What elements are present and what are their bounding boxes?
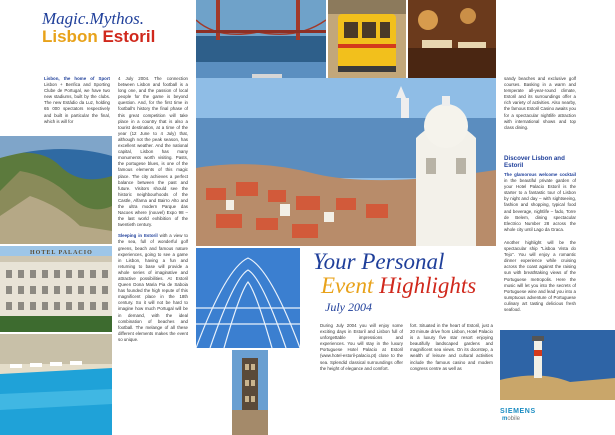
logo-mobile-rest: obile bbox=[507, 416, 521, 422]
col2-lead: Sleeping in Estoril bbox=[118, 233, 158, 239]
column-3-text-bottom bbox=[504, 240, 576, 320]
col5-body: fort. Situated in the heart of Estoril, just a 20 minute drive from Lisbon, Hotel Palacio is a luxury five star resort enjoying beautifully landscaped gardens and magnificent sea views. On its doorstep, a wealth of leisure and cultural activities include the famous casino and modern congress centre as well as bbox=[410, 323, 493, 371]
col2-body-2: with a view to the sea, full of wonderful golf greens, beach and famous nature experiences, going to see a game in Lisbon, having a fun and returning to base will provide a whole series of imaginative and attractive possibilities. At Estoril Queen Dona Maria Pia de Saboia has founded the high repute of this magnificent place in the 18th century. So it will not be hard to imagine how much Portugal will be in demand, with the ideal combination of beaches and football. The melange of all these different elements makes the event so unique. bbox=[118, 233, 188, 342]
column-2-text bbox=[118, 76, 188, 374]
headline-event: Event bbox=[321, 273, 374, 298]
siemens-mobile-logo bbox=[500, 408, 536, 423]
col1-body: Lisbon + Benfica and Sporting Clube de Portugal, we have two new stadiums, built by the clubs. The new Estádio da Luz, holding 65 000 spectators respectively and built in particular the final, which is will for bbox=[44, 82, 110, 124]
brochure-title bbox=[42, 10, 192, 46]
column-5-text bbox=[410, 323, 493, 435]
col3-para-3: Another highlight will be the spectacular ship "Lisboa Vista do Tejo". You will enjoy a romantic dinner experience while cruising across the coast against the raising sun with breathtaking views of the Portuguese metropolis. Here the music will let you into the secrets of Portuguese wine and lead you into a sumptuous adventure of Portuguese culinary art tasting delicious fresh seafood. bbox=[504, 240, 576, 313]
title-estoril: Estoril bbox=[102, 27, 156, 46]
logo-mobile bbox=[500, 416, 536, 423]
col2-para-1: 4 July 2004. The connection between Lisbon and football is a long one, and the passion of local people for the game is beyond question. And, for the first time in football's history the final phase of this great competition will take place in a country that is also a tourist destination, at a time of the year (12 June to 4 July) that, although not the peak season, has excellent weather. And the national capital, Lisbon has many monuments worth visiting. Pasts, the portugese blues, is one of the famous elements of this magic place. The city achieves a perfect balance between the past and future. Visitors should see the historic neighbourhoods of the Castle, Alfama and Bairro Alto and the ultra modern Parque das Nacoes where (nouvel) Expo 98 – the last world exhibition of the twentieth century. bbox=[118, 76, 188, 228]
headline-date: July 2004 bbox=[325, 300, 372, 314]
lisbon-cityscape-photo bbox=[196, 78, 496, 246]
modern-station-photo bbox=[196, 248, 300, 348]
lighthouse-coast-photo bbox=[500, 330, 615, 400]
col3-para-1: sandy beaches and exclusive golf courses. Basking in a warm and temperate all-year-round climate, Estoril and its surroundings offer a rich variety of activities. Also nearby, the famous Estoril Casino awaits you for a spectacular nightlife attraction with international shows and top class dining. bbox=[504, 76, 576, 130]
event-headline bbox=[313, 250, 503, 314]
logo-mobile-m: m bbox=[502, 416, 508, 422]
column-3-text-mid bbox=[504, 172, 576, 234]
title-line-magic-mythos: Magic.Mythos. bbox=[42, 9, 144, 28]
title-lisbon: Lisbon bbox=[42, 27, 98, 46]
column-3-text-top bbox=[504, 76, 576, 150]
col1-lead: Lisbon, the home of Sport bbox=[44, 76, 110, 81]
bridge-photo bbox=[196, 0, 326, 62]
coast-aerial-photo bbox=[0, 136, 112, 244]
hotel-palacio-photo bbox=[0, 246, 112, 332]
column-4-text bbox=[320, 323, 403, 435]
col3-lead: The glamorous welcome cocktail bbox=[504, 172, 576, 177]
column-1-text bbox=[44, 76, 110, 126]
discover-subheading: Discover Lisbon and Estoril bbox=[504, 155, 565, 169]
hotel-pool-photo bbox=[0, 334, 112, 435]
col4-body: During July 2004 you will enjoy some exciting days in Estoril and Lisbon full of unforgettable impressions and experiences. You will stay in the luxury Portuguese Hotel Palacio at Estoril (www.hotel-estoril-palacio.pt) close to the sea. Splendid classical surroundings offer the height of elegance and comfort. bbox=[320, 323, 403, 371]
yellow-tram-photo bbox=[328, 0, 406, 78]
headline-highlights: Highlights bbox=[379, 273, 477, 298]
title-line-cities bbox=[42, 28, 192, 46]
headline-your-personal: Your Personal bbox=[313, 249, 445, 274]
santa-justa-lift-photo bbox=[232, 350, 268, 435]
logo-siemens: SIEMENS bbox=[500, 408, 536, 415]
headline-event-highlights bbox=[313, 274, 503, 298]
hotel-palacio-sign: HOTEL PALACIO bbox=[30, 250, 93, 256]
restaurant-interior-photo bbox=[408, 0, 496, 78]
col3-para-2: in the beautiful private garden of your Hotel Palacio Estoril is the starter to a fantastic tour of Lisbon by night and day – with sightseeing, fashion and shopping, typical food and beverage, nightlife – fado, Torre de Belem, dining spectacular Electrico Number 28 across the whole city until Lago da Graca. bbox=[504, 178, 576, 232]
col2-para-2 bbox=[118, 233, 188, 343]
